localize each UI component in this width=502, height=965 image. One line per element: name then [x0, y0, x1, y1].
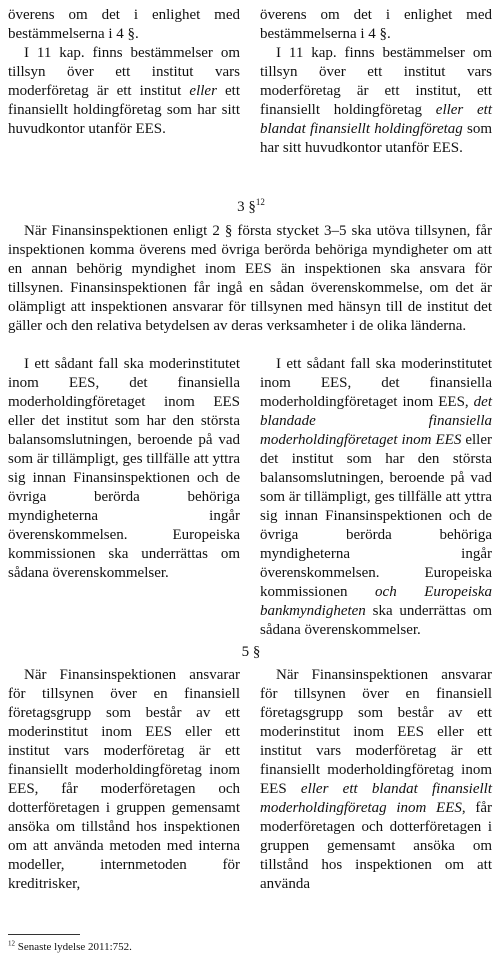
section-heading-3: 3 §$^{12}$ [237, 197, 265, 215]
section-heading-5: 5 § [241, 644, 261, 660]
paragraph: överens om det i enlighet med bestämmelserna i 4 §. [8, 7, 240, 42]
paragraph: I 11 kap. finns bestämmelser om tillsyn över ett institut vars moderföretag är ett institut, ett finansiellt holdingföretag eller ett blandat finansiellt holdingföretag som har sitt huvudkontor utanför EES. [260, 45, 493, 156]
section-3-left-column: I ett sådant fall ska moderinstitutet inom EES, det finansiella moderholdingföretaget inom EES eller det institut som har den största balansomslutningen, beroende på vad som är tillämpligt, ges tillfälle att yttra sig innan Finansinspektionen och de övriga berörda behöriga myndigheterna ingår överenskommelsen. Europeiska kommissionen ska underrättas om sådana överenskommelser. [8, 356, 240, 581]
section-3-right-column: I ett sådant fall ska moderinstitutet inom EES, det finansiella moderholdingföretaget inom EES, det blandade finansiella moderholdingföretaget inom EES eller det institut som har den största balansomslutningen, beroende på vad som är tillämpligt, ges tillfälle att yttra sig innan Finansinspektionen och de övriga berörda behöriga myndigheterna ingår överenskommelsen. Europeiska kommissionen och Europeiska bankmyndigheten ska underrättas om sådana överenskommelser. [260, 356, 492, 638]
paragraph: I 11 kap. finns bestämmelser om tillsyn över ett institut vars moderföretag är ett institut eller ett finansiellt holdingföretag som har sitt huvudkontor utanför EES. [8, 45, 240, 137]
footnote-rule [8, 934, 80, 935]
footnote: $^{12}$ Senaste lydelse 2011:752. [8, 939, 132, 953]
section-3-full-paragraph: När Finansinspektionen enligt 2 § första stycket 3–5 ska utöva tillsynen, får inspektionen komma överens med övriga berörda behöriga myndigheter om att en annan behörig myndighet inom EES än inspektionen ska ansvara för tillsynen. Finansinspektionen får ingå en sådan överenskommelse, om det är olämpligt att inspektionen ansvarar för tillsynen med hänsyn till de institut det gäller och den relativa betydelsen av deras verksamheter i de olika länderna. [8, 223, 492, 334]
section-5-left-column: När Finansinspektionen ansvarar för tillsynen över en finansiell företagsgrupp som består av ett moderinstitut inom EES eller ett institut vars moderföretag är ett finansiellt moderholdingföretag inom EES, får moderföretagen och dotterföretagen i gruppen gemensamt ansöka om tillstånd hos inspektionen om att använda metoden med interna modeller, internmetoden för kreditrisker, [8, 667, 240, 892]
top-left-column [8, 6, 240, 139]
top-right-column [260, 6, 492, 158]
section-5-right-column: När Finansinspektionen ansvarar för tillsynen över en finansiell företagsgrupp som består av ett moderinstitut inom EES eller ett institut vars moderföretag är ett finansiellt moderholdingföretag inom EES eller ett blandat finansiellt moderholdingföretag inom EES, får moderföretagen och dotterföretagen i gruppen gemensamt ansöka om tillstånd hos inspektionen om att använda [260, 667, 492, 892]
paragraph: överens om det i enlighet med bestämmelserna i 4 §. [260, 7, 492, 42]
